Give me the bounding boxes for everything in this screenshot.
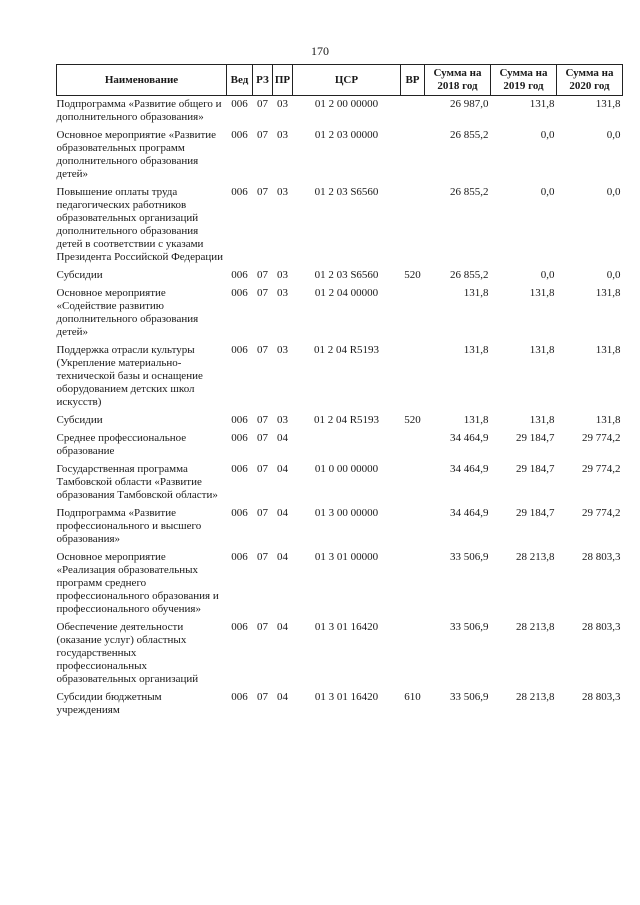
row-csr: 01 2 04 R5193 — [313, 414, 380, 426]
row-sum-2019: 0,0 — [540, 269, 555, 281]
row-sum-2019: 28 213,8 — [516, 551, 555, 563]
row-sum-2020: 29 774,2 — [582, 507, 621, 519]
row-ved: 006 — [231, 507, 248, 519]
row-sum-2019: 0,0 — [540, 186, 555, 198]
row-name: Субсидии бюджетным учреждениям — [56, 691, 162, 716]
row-sum-2020: 131,8 — [595, 344, 621, 356]
table-row — [57, 267, 623, 285]
row-rz: 07 — [257, 691, 268, 703]
row-sum-2018: 131,8 — [463, 344, 489, 356]
row-sum-2020: 0,0 — [606, 269, 621, 281]
row-csr — [293, 430, 401, 461]
row-sum-2018: 33 506,9 — [450, 621, 489, 633]
header-vr: ВР — [401, 65, 425, 96]
row-name: Обеспечение деятельности (оказание услуг) областных государственных профессиональных образовательных организаций — [56, 621, 199, 685]
row-name: Среднее профессиональное образование — [56, 432, 187, 457]
table-row — [57, 285, 623, 342]
table-row — [57, 505, 623, 549]
row-sum-2020: 28 803,3 — [582, 691, 621, 703]
table-row — [57, 342, 623, 412]
row-pr: 04 — [277, 551, 288, 563]
row-sum-2019: 131,8 — [529, 414, 555, 426]
row-sum-2019: 131,8 — [529, 344, 555, 356]
row-csr: 01 0 00 00000 — [314, 463, 379, 475]
table-row — [57, 461, 623, 505]
row-csr: 01 2 04 00000 — [314, 287, 379, 299]
row-ved: 006 — [231, 621, 248, 633]
row-sum-2019: 131,8 — [529, 98, 555, 110]
row-pr: 03 — [277, 129, 288, 141]
row-rz: 07 — [257, 551, 268, 563]
row-csr: 01 2 03 00000 — [314, 129, 379, 141]
row-pr: 03 — [277, 287, 288, 299]
header-rz: РЗ — [253, 65, 273, 96]
row-rz: 07 — [257, 344, 268, 356]
row-sum-2018: 33 506,9 — [450, 691, 489, 703]
row-sum-2018: 131,8 — [463, 414, 489, 426]
row-rz: 07 — [257, 98, 268, 110]
row-ved: 006 — [231, 287, 248, 299]
row-sum-2020: 131,8 — [595, 414, 621, 426]
row-csr: 01 2 03 S6560 — [314, 186, 379, 198]
page-number: 170 — [311, 44, 329, 58]
row-sum-2020: 131,8 — [595, 287, 621, 299]
row-csr: 01 3 01 00000 — [314, 551, 379, 563]
table-header — [57, 65, 623, 96]
row-vr — [401, 549, 425, 619]
row-csr: 01 3 00 00000 — [314, 507, 379, 519]
header-sum-2020: Сумма на 2020 год — [557, 65, 623, 96]
row-pr: 04 — [277, 432, 288, 444]
row-vr — [401, 430, 425, 461]
row-sum-2020: 28 803,3 — [582, 551, 621, 563]
row-csr: 01 2 03 S6560 — [314, 269, 379, 281]
row-ved: 006 — [231, 463, 248, 475]
row-name: Поддержка отрасли культуры (Укрепление материально-технической базы и оснащение оборудованием детских школ искусств) — [56, 344, 203, 408]
header-csr: ЦСР — [293, 65, 401, 96]
row-csr: 01 2 00 00000 — [314, 98, 379, 110]
row-pr: 04 — [277, 621, 288, 633]
row-name: Субсидии — [56, 269, 103, 281]
table-row — [57, 430, 623, 461]
table-row — [57, 127, 623, 184]
row-sum-2020: 29 774,2 — [582, 463, 621, 475]
row-pr: 03 — [277, 98, 288, 110]
row-rz: 07 — [257, 186, 268, 198]
row-sum-2020: 28 803,3 — [582, 621, 621, 633]
row-name: Субсидии — [56, 414, 103, 426]
table-row — [57, 96, 623, 128]
row-vr: 520 — [404, 269, 421, 281]
row-vr — [401, 342, 425, 412]
header-sum-2019: Сумма на 2019 год — [491, 65, 557, 96]
row-csr: 01 2 04 R5193 — [313, 344, 380, 356]
row-sum-2019: 0,0 — [540, 129, 555, 141]
row-ved: 006 — [231, 432, 248, 444]
row-pr: 04 — [277, 463, 288, 475]
row-sum-2018: 34 464,9 — [450, 432, 489, 444]
row-sum-2018: 26 855,2 — [450, 269, 489, 281]
table-body — [57, 96, 623, 721]
row-vr — [401, 96, 425, 128]
table-row — [57, 619, 623, 689]
row-ved: 006 — [231, 98, 248, 110]
row-name: Подпрограмма «Развитие профессионального и высшего образования» — [56, 507, 202, 545]
row-sum-2019: 28 213,8 — [516, 691, 555, 703]
row-vr — [401, 285, 425, 342]
budget-table — [56, 64, 623, 720]
row-sum-2019: 29 184,7 — [516, 463, 555, 475]
row-rz: 07 — [257, 414, 268, 426]
header-pr: ПР — [273, 65, 293, 96]
row-sum-2019: 131,8 — [529, 287, 555, 299]
row-ved: 006 — [231, 414, 248, 426]
row-pr: 03 — [277, 414, 288, 426]
row-rz: 07 — [257, 621, 268, 633]
row-sum-2020: 0,0 — [606, 186, 621, 198]
row-name: Подпрограмма «Развитие общего и дополнительного образования» — [56, 98, 222, 123]
row-vr: 520 — [404, 414, 421, 426]
row-sum-2018: 131,8 — [463, 287, 489, 299]
row-sum-2019: 28 213,8 — [516, 621, 555, 633]
row-csr: 01 3 01 16420 — [314, 691, 379, 703]
row-sum-2020: 0,0 — [606, 129, 621, 141]
row-vr — [401, 461, 425, 505]
row-ved: 006 — [231, 344, 248, 356]
row-sum-2019: 29 184,7 — [516, 432, 555, 444]
row-vr — [401, 505, 425, 549]
row-pr: 04 — [277, 691, 288, 703]
row-name: Основное мероприятие «Содействие развитию дополнительного образования детей» — [56, 287, 199, 338]
row-ved: 006 — [231, 129, 248, 141]
table-row — [57, 689, 623, 720]
row-pr: 03 — [277, 344, 288, 356]
row-vr — [401, 184, 425, 267]
row-sum-2018: 34 464,9 — [450, 463, 489, 475]
header-name: Наименование — [57, 65, 227, 96]
row-rz: 07 — [257, 463, 268, 475]
header-ved: Вед — [227, 65, 253, 96]
row-rz: 07 — [257, 129, 268, 141]
row-ved: 006 — [231, 269, 248, 281]
row-rz: 07 — [257, 287, 268, 299]
row-sum-2018: 34 464,9 — [450, 507, 489, 519]
row-sum-2020: 131,8 — [595, 98, 621, 110]
row-pr: 04 — [277, 507, 288, 519]
row-sum-2018: 26 855,2 — [450, 129, 489, 141]
table-row — [57, 184, 623, 267]
row-name: Повышение оплаты труда педагогических работников образовательных организаций дополнительного образования детей в соответствии с указами Президента Российской Федерации — [56, 186, 224, 263]
row-sum-2018: 26 855,2 — [450, 186, 489, 198]
row-csr: 01 3 01 16420 — [314, 621, 379, 633]
row-name: Государственная программа Тамбовской области «Развитие образования Тамбовской области» — [56, 463, 218, 501]
row-sum-2019: 29 184,7 — [516, 507, 555, 519]
row-rz: 07 — [257, 507, 268, 519]
row-rz: 07 — [257, 432, 268, 444]
row-vr — [401, 127, 425, 184]
table-row — [57, 412, 623, 430]
row-ved: 006 — [231, 186, 248, 198]
row-vr: 610 — [404, 691, 421, 703]
row-sum-2018: 33 506,9 — [450, 551, 489, 563]
row-ved: 006 — [231, 551, 248, 563]
row-vr — [401, 619, 425, 689]
row-sum-2020: 29 774,2 — [582, 432, 621, 444]
row-pr: 03 — [277, 186, 288, 198]
header-sum-2018: Сумма на 2018 год — [425, 65, 491, 96]
row-name: Основное мероприятие «Развитие образовательных программ дополнительного образования детей» — [56, 129, 217, 180]
row-ved: 006 — [231, 691, 248, 703]
row-name: Основное мероприятие «Реализация образовательных программ среднего профессионального образования и профессионального обучения» — [56, 551, 219, 615]
row-sum-2018: 26 987,0 — [450, 98, 489, 110]
table-row — [57, 549, 623, 619]
row-pr: 03 — [277, 269, 288, 281]
row-rz: 07 — [257, 269, 268, 281]
